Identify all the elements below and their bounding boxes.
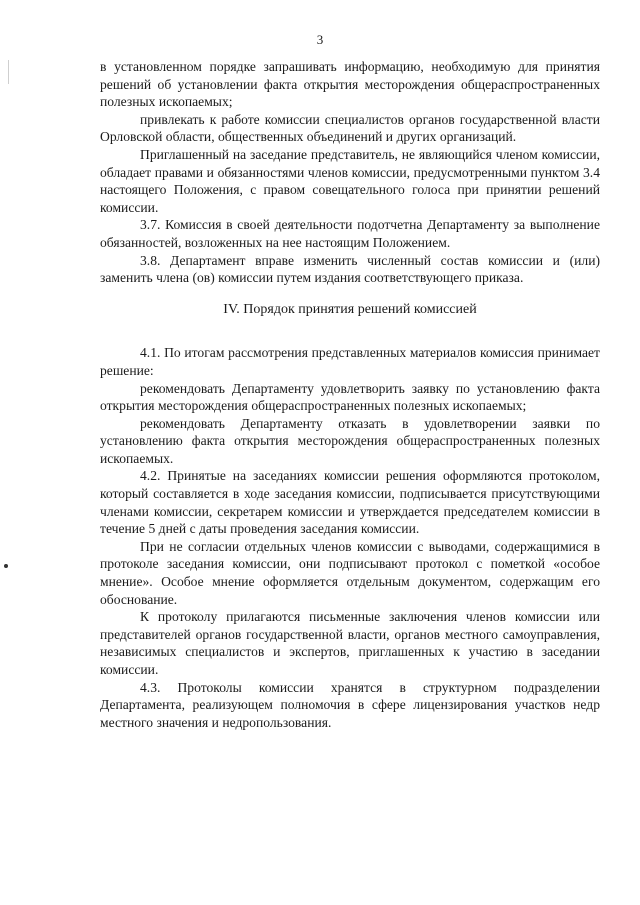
paragraph-invited-representative: Приглашенный на заседание представитель, не являющийся членом комиссии, обладает правами и обязанностями членов комиссии, предусмотренными пунктом 3.4 настоящего Положения, с правом совещательного голоса при принятии решений комиссии. — [100, 146, 600, 215]
paragraph-protocol-attachments: К протоколу прилагаются письменные заключения членов комиссии или представителей органов государственной власти, органов местного самоуправления, независимых специалистов и экспертов, приглашенных к участию в заседании комиссии. — [100, 609, 600, 677]
paragraph-recommend-approve: рекомендовать Департаменту удовлетворить заявку по установлению факта открытия месторождения общераспространенных полезных ископаемых; — [100, 380, 600, 414]
scan-dot-mark — [4, 564, 8, 568]
paragraph-3-7: 3.7. Комиссия в своей деятельности подотчетна Департаменту за выполнение обязанностей, возложенных на нее настоящим Положением. — [100, 217, 600, 250]
paragraph-3-8: 3.8. Департамент вправе изменить численный состав комиссии и (или) заменить члена (ов) комиссии путем издания соответствующего приказа. — [100, 252, 600, 286]
paragraph-request-info: в установленном порядке запрашивать информацию, необходимую для принятия решений об установлении факта открытия месторождения общераспространенных полезных ископаемых; — [100, 59, 600, 110]
paragraph-involve-specialists: привлекать к работе комиссии специалистов органов государственной власти Орловской области, общественных объединений и других организаций. — [100, 111, 600, 145]
paragraph-recommend-refuse: рекомендовать Департаменту отказать в удовлетворении заявки по установлению факта открытия месторождения общераспространенных полезных ископаемых. — [100, 415, 600, 466]
paragraph-4-3: 4.3. Протоколы комиссии хранятся в структурном подразделении Департамента, реализующем полномочия в сфере лицензирования участков недр местного значения и недропользования. — [100, 679, 600, 730]
section-heading-iv: IV. Порядок принятия решений комиссией — [223, 301, 477, 317]
paragraph-4-2: 4.2. Принятые на заседаниях комиссии решения оформляются протоколом, который составляется в ходе заседания комиссии, подписывается присутствующими членами комиссии, секретарем комиссии и утверждается председателем комиссии в течение 5 дней с даты проведения заседания комиссии. — [100, 468, 600, 537]
page-number: 3 — [316, 32, 324, 47]
paragraph-special-opinion: При не согласии отдельных членов комиссии с выводами, содержащимися в протоколе заседания комиссии, они подписывают протокол с пометкой «особое мнение». Особое мнение оформляется отдельным документом, содержащим его обоснование. — [100, 538, 600, 607]
document-body — [100, 58, 600, 731]
scan-margin-mark — [8, 60, 9, 84]
paragraph-4-1: 4.1. По итогам рассмотрения представленных материалов комиссия принимает решение: — [100, 345, 600, 378]
